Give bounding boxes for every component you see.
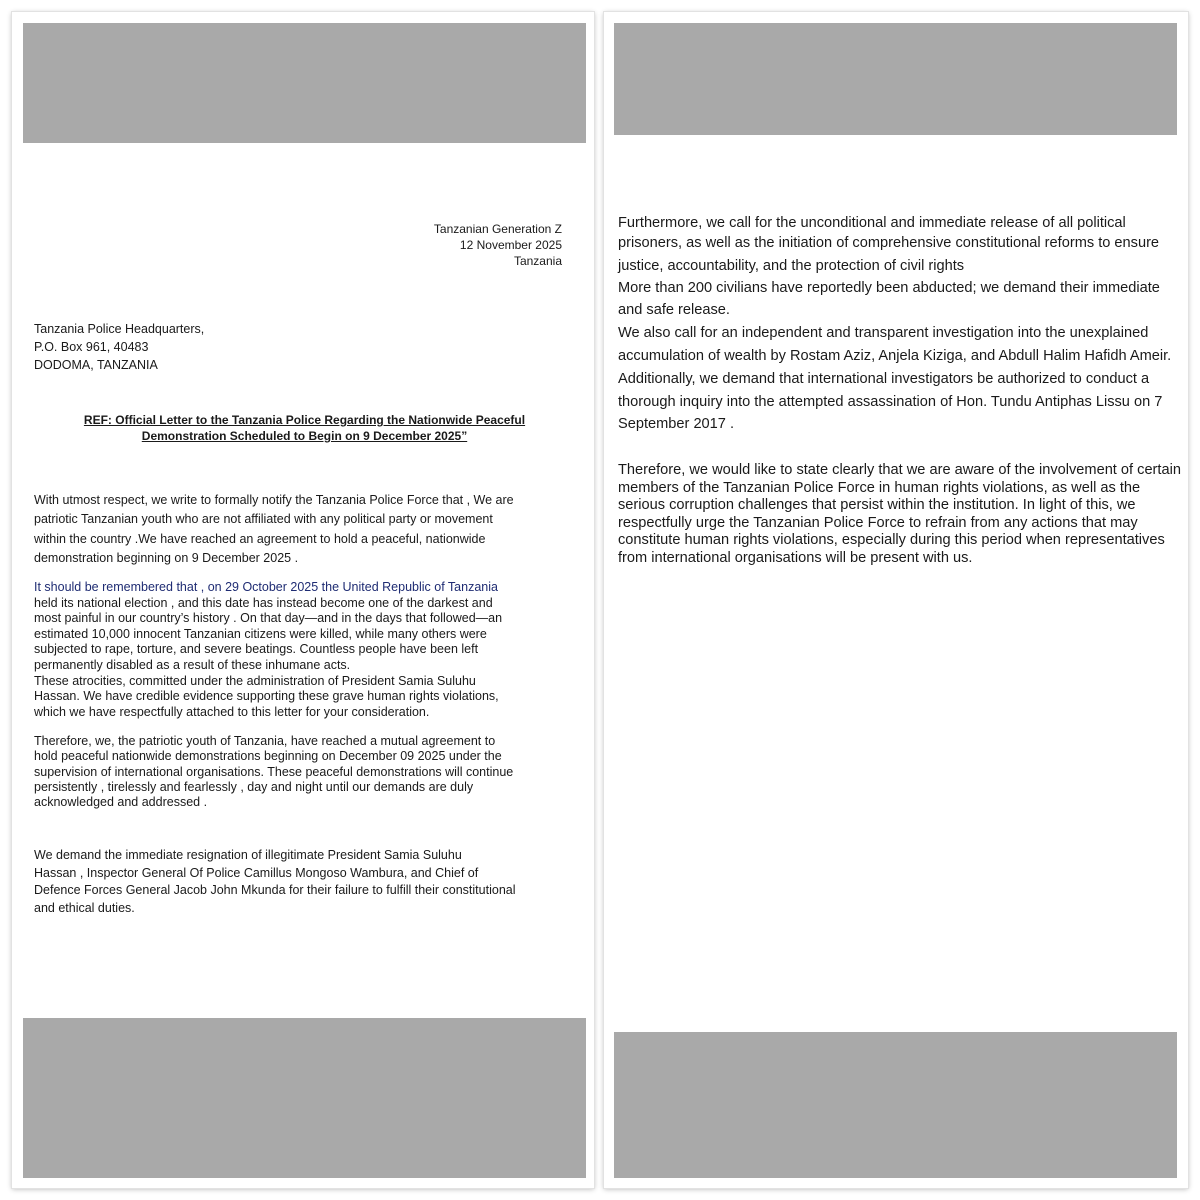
text-line: Therefore, we, the patriotic youth of Tanzania, have reached a mutual agreement to — [34, 734, 496, 748]
text-line: from international organisations will be present with us. — [618, 549, 973, 566]
letter-page-2 — [604, 12, 1188, 1188]
text-line: within the country .We have reached an agreement to hold a peaceful, nationwide — [34, 531, 486, 546]
recipient-line: P.O. Box 961, 40483 — [34, 340, 149, 354]
text-line: Hassan. We have credible evidence supporting these grave human rights violations, — [34, 689, 499, 704]
sender-country: Tanzania — [513, 254, 562, 268]
text-line: respectfully urge the Tanzanian Police Force to refrain from any actions that may — [618, 514, 1138, 531]
paragraph-release-prisoners — [618, 213, 1188, 276]
paragraph-background — [34, 580, 566, 720]
redacted-header-block — [23, 23, 586, 143]
text-line: most painful in our country’s history . On that day—and in the days that followed—an — [34, 611, 503, 626]
text-line: constitute human rights violations, especially during this period when representatives — [618, 532, 1165, 548]
text-line: These atrocities, committed under the administration of President Samia Suluhu — [34, 673, 476, 688]
text-line: Furthermore, we call for the unconditional and immediate release of all political — [618, 215, 1126, 231]
paragraph-police-warning — [618, 462, 1188, 567]
text-line: acknowledged and addressed . — [34, 795, 208, 810]
letter-page-1 — [12, 12, 594, 1188]
text-line: and ethical duties. — [34, 900, 135, 915]
text-line: Therefore, we would like to state clearly that we are aware of the involvement of certain — [618, 462, 1181, 478]
text-line: estimated 10,000 innocent Tanzanian citizens were killed, while many others were — [34, 626, 487, 641]
text-line: supervision of international organisations. These peaceful demonstrations will continue — [34, 764, 514, 779]
reference-line: REF: Official Letter to the Tanzania Police Regarding the Nationwide Peaceful — [83, 413, 526, 427]
text-line: prisoners, as well as the initiation of comprehensive constitutional reforms to ensure — [618, 235, 1160, 251]
paragraph-demands — [34, 847, 566, 917]
redacted-footer-block — [614, 1032, 1177, 1178]
paragraph-assassination-inquiry — [618, 368, 1188, 436]
recipient-line: Tanzania Police Headquarters, — [34, 322, 205, 336]
text-line: and safe release. — [618, 302, 730, 318]
reference-heading — [52, 412, 557, 444]
reference-line: Demonstration Scheduled to Begin on 9 December 2025” — [141, 429, 468, 443]
recipient-address — [34, 320, 204, 374]
text-line: which we have respectfully attached to this letter for your consideration. — [34, 704, 430, 719]
text-line: Hassan , Inspector General Of Police Camillus Mongoso Wambura, and Chief of — [34, 865, 479, 880]
paragraph-abductions — [618, 277, 1188, 321]
paragraph-demonstration — [34, 734, 566, 810]
text-line: With utmost respect, we write to formally notify the Tanzania Police Force that , We are — [34, 493, 514, 507]
text-line: September 2017 . — [618, 416, 735, 432]
text-line: It should be remembered that , on 29 October 2025 the United Republic of Tanzania — [34, 580, 498, 594]
redacted-footer-block — [23, 1018, 586, 1178]
sender-address — [434, 221, 562, 269]
text-line: held its national election , and this date has instead become one of the darkest and — [34, 595, 493, 610]
text-line: justice, accountability, and the protection of civil rights — [618, 258, 965, 274]
paragraph-notification — [34, 491, 566, 568]
text-line: accumulation of wealth by Rostam Aziz, Anjela Kiziga, and Abdull Halim Hafidh Ameir. — [618, 348, 1172, 364]
text-line: We demand the immediate resignation of illegitimate President Samia Suluhu — [34, 848, 462, 862]
text-line: More than 200 civilians have reportedly been abducted; we demand their immediate — [618, 280, 1160, 296]
recipient-line: DODOMA, TANZANIA — [34, 358, 158, 372]
text-line: members of the Tanzanian Police Force in human rights violations, as well as the — [618, 479, 1141, 496]
text-line: thorough inquiry into the attempted assassination of Hon. Tundu Antiphas Lissu on 7 — [618, 393, 1163, 410]
sender-name: Tanzanian Generation Z — [433, 222, 562, 236]
text-line: subjected to rape, torture, and severe beatings. Countless people have been left — [34, 642, 479, 657]
text-line: serious corruption challenges that persist within the institution. In light of this, we — [618, 497, 1136, 513]
paragraph-investigation — [618, 322, 1188, 368]
letter-date: 12 November 2025 — [459, 238, 562, 252]
redacted-header-block — [614, 23, 1177, 135]
text-line: persistently , tirelessly and fearlessly , day and night until our demands are duly — [34, 779, 474, 794]
text-line: permanently disabled as a result of these inhumane acts. — [34, 657, 351, 672]
text-line: patriotic Tanzanian youth who are not affiliated with any political party or movement — [34, 512, 493, 527]
text-line: Additionally, we demand that international investigators be authorized to conduct a — [618, 371, 1150, 387]
text-line: We also call for an independent and transparent investigation into the unexplained — [618, 325, 1149, 341]
text-line: demonstration beginning on 9 December 2025 . — [34, 550, 299, 565]
text-line: hold peaceful nationwide demonstrations beginning on December 09 2025 under the — [34, 749, 502, 764]
text-line: Defence Forces General Jacob John Mkunda for their failure to fulfill their constitutional — [34, 883, 516, 897]
